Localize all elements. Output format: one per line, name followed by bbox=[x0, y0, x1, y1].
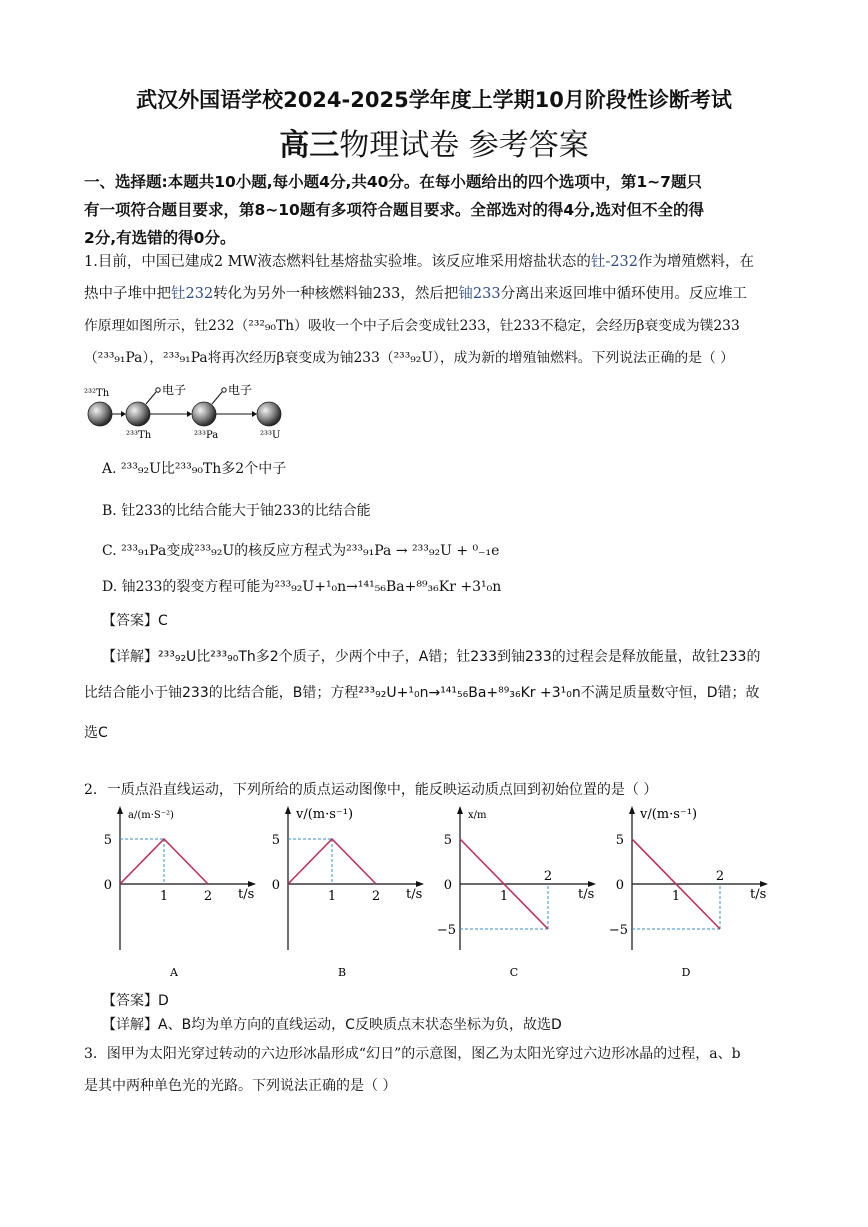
q1-link-uranium-233[interactable]: 铀233 bbox=[458, 286, 501, 302]
subtitle-grade: 高三 bbox=[279, 128, 340, 163]
x-axis-label: t/s bbox=[750, 887, 767, 902]
q1-option-a[interactable]: A. ²³³₉₂U比²³³₉₀Th多2个中子 bbox=[102, 461, 287, 477]
tick-5: 5 bbox=[615, 833, 624, 848]
y-axis-label: a/(m·S⁻²) bbox=[128, 810, 174, 821]
x-axis-label: t/s bbox=[406, 887, 423, 902]
q2-detail: 【详解】A、B均为单方向的直线运动，C反映质点末状态坐标为负，故选D bbox=[102, 1017, 562, 1033]
tick-1: 1 bbox=[327, 889, 337, 904]
label-th232: ²³²Th bbox=[84, 388, 110, 399]
subtitle-rest: 物理试卷 参考答案 bbox=[339, 128, 589, 163]
tick-0: 0 bbox=[103, 878, 112, 893]
tick-1: 1 bbox=[159, 889, 169, 904]
nucleus-th233 bbox=[126, 402, 150, 426]
tick-5: 5 bbox=[271, 833, 280, 848]
q2-stem: 2．一质点沿直线运动，下列所给的质点运动图像中，能反映运动质点回到初始位置的是（ ） bbox=[84, 782, 658, 798]
graph-caption: B bbox=[337, 966, 347, 979]
graph-d bbox=[608, 800, 782, 990]
tick-2: 2 bbox=[371, 889, 381, 904]
tick-neg5: −5 bbox=[608, 923, 628, 938]
q1-link-thorium232[interactable]: 钍-232 bbox=[590, 254, 638, 270]
q1-line2-text: 热中子堆中把 bbox=[84, 286, 171, 302]
graph-c bbox=[436, 800, 610, 990]
y-axis-arrow bbox=[285, 806, 291, 814]
tick-2: 2 bbox=[543, 869, 553, 884]
label-th233: ²³³Th bbox=[126, 430, 152, 441]
q1-line2-mid: 转化为另外一种核燃料铀233，然后把 bbox=[213, 286, 459, 302]
q1-line2 bbox=[84, 278, 784, 310]
q1-option-d[interactable]: D. 铀233的裂变方程可能为²³³₉₂U+¹₀n→¹⁴¹₅₆Ba+⁸⁹₃₆Kr +3¹₀n bbox=[102, 579, 502, 595]
q1-line2-end: 分离出来返回堆中循环使用。反应堆工 bbox=[500, 286, 748, 302]
graph-b bbox=[268, 800, 438, 990]
electron-dot-2 bbox=[222, 388, 226, 392]
q3-line1: 3．图甲为太阳光穿过转动的六边形冰晶形成“幻日”的示意图，图乙为太阳光穿过六边形冰晶的过程，a、b bbox=[84, 1046, 741, 1062]
tick-2: 2 bbox=[203, 889, 213, 904]
section-heading-line2: 有一项符合题目要求，第8~10题有多项符合题目要求。全部选对的得4分,选对但不全的得 bbox=[84, 201, 705, 219]
electron-arrow-2 bbox=[212, 392, 222, 404]
x-axis-label: t/s bbox=[238, 887, 255, 902]
arrow-head-1 bbox=[121, 411, 126, 417]
q1-answer: 【答案】C bbox=[102, 613, 168, 629]
graph-caption: D bbox=[681, 966, 691, 979]
exam-subtitle bbox=[0, 120, 868, 164]
tick-1: 1 bbox=[499, 889, 509, 904]
nucleus-u233 bbox=[257, 402, 281, 426]
arrow-head-2 bbox=[187, 411, 192, 417]
electron-arrow-1 bbox=[146, 392, 156, 404]
tick-0: 0 bbox=[271, 878, 280, 893]
y-axis-arrow bbox=[117, 806, 123, 814]
tick-5: 5 bbox=[103, 833, 112, 848]
q1-line1-end: 作为增殖燃料，在 bbox=[638, 254, 754, 270]
q1-line4: （²³³₉₁Pa），²³³₉₁Pa将再次经历β衰变成为铀233（²³³₉₂U），成为新的增殖铀燃料。下列说法正确的是（ ） bbox=[84, 350, 734, 366]
x-axis-label: t/s bbox=[578, 887, 595, 902]
tick-1: 1 bbox=[671, 889, 681, 904]
q1-line3: 作原理如图所示，钍232（²³²₉₀Th）吸收一个中子后会变成钍233，钍233不稳定，会经历β衰变成为镤233 bbox=[84, 318, 740, 334]
q1-link-thorium-232[interactable]: 钍232 bbox=[171, 286, 214, 302]
section-heading-line3: 2分,有选错的得0分。 bbox=[84, 229, 236, 247]
nucleus-th232 bbox=[88, 402, 112, 426]
electron-label-2: 电子 bbox=[228, 383, 253, 397]
y-axis-label: x/m bbox=[468, 810, 487, 821]
tick-0: 0 bbox=[615, 878, 624, 893]
y-axis-arrow bbox=[629, 806, 635, 814]
q1-option-b[interactable]: B. 钍233的比结合能大于铀233的比结合能 bbox=[102, 503, 371, 519]
tick-0: 0 bbox=[443, 878, 452, 893]
graph-caption: A bbox=[170, 966, 178, 979]
graph-a bbox=[100, 800, 270, 990]
arrow-head-3 bbox=[252, 411, 257, 417]
tick-2: 2 bbox=[715, 869, 725, 884]
decay-diagram bbox=[82, 378, 302, 448]
q1-detail-line3: 选C bbox=[84, 725, 108, 741]
tick-5: 5 bbox=[443, 833, 452, 848]
q1-detail-line1: 【详解】²³³₉₂U比²³³₉₀Th多2个质子，少两个中子，A错；钍233到铀233的过程会是释放能量，故钍233的 bbox=[102, 649, 761, 665]
label-pa233: ²³³Pa bbox=[194, 430, 219, 441]
exam-title: 武汉外国语学校2024-2025学年度上学期10月阶段性诊断考试 bbox=[136, 88, 732, 112]
y-axis-label: v/(m·s⁻¹) bbox=[296, 807, 354, 822]
q1-option-c[interactable]: C. ²³³₉₁Pa变成²³³₉₂U的核反应方程式为²³³₉₁Pa → ²³³₉₂U + ⁰₋₁e bbox=[102, 543, 500, 559]
section-heading-line1: 一、选择题:本题共10小题,每小题4分,共40分。在每小题给出的四个选项中，第1~7题只 bbox=[84, 173, 702, 191]
tick-neg5: −5 bbox=[436, 923, 456, 938]
q1-detail-line2: 比结合能小于铀233的比结合能，B错；方程²³³₉₂U+¹₀n→¹⁴¹₅₆Ba+⁸⁹₃₆Kr +3¹₀n不满足质量数守恒，D错；故 bbox=[84, 685, 760, 701]
q1-line1-text: 1.目前，中国已建成2 MW液态燃料钍基熔盐实验堆。该反应堆采用熔盐状态的 bbox=[84, 254, 591, 270]
y-axis-label: v/(m·s⁻¹) bbox=[640, 807, 698, 822]
electron-label-1: 电子 bbox=[162, 383, 187, 397]
q3-line2: 是其中两种单色光的光路。下列说法正确的是（ ） bbox=[84, 1078, 397, 1094]
label-u233: ²³³U bbox=[260, 430, 281, 441]
q1-line1 bbox=[84, 246, 784, 278]
graph-caption: C bbox=[509, 966, 519, 979]
electron-dot-1 bbox=[156, 388, 160, 392]
q2-graphs bbox=[0, 800, 868, 990]
q2-answer: 【答案】D bbox=[102, 993, 169, 1009]
y-axis-arrow bbox=[457, 806, 463, 814]
nucleus-pa233 bbox=[192, 402, 216, 426]
